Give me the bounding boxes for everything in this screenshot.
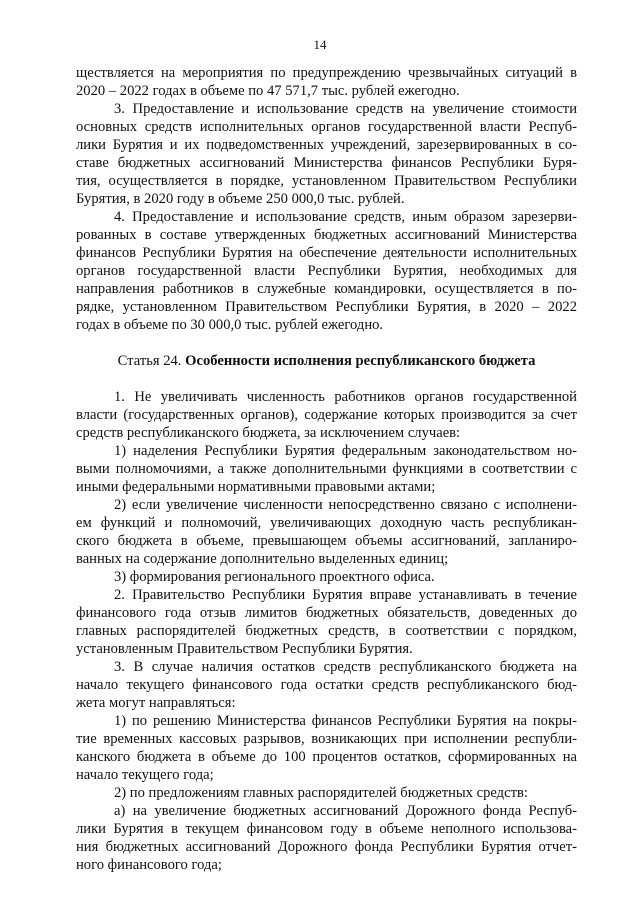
- text-line: 2) если увеличение численности непосредственно связано с исполнени-: [114, 497, 577, 513]
- text-line: ванных на содержание дополнительно выделенных единиц;: [76, 551, 449, 567]
- text-line: 1) по решению Министерства финансов Республики Бурятия на покры-: [114, 713, 577, 729]
- paragraph-block-before-article: [76, 64, 577, 334]
- page-number: 14: [313, 37, 327, 52]
- text-line: главных распорядителей бюджетных средств, в соответствии с порядком,: [76, 623, 577, 639]
- text-line: 3. В случае наличия остатков средств республиканского бюджета на: [114, 659, 577, 675]
- text-line: финансов Республики Бурятия на обеспечение деятельности исполнительных: [76, 245, 577, 261]
- text-line: основных средств исполнительных органов государственной власти Респуб-: [76, 119, 577, 135]
- text-line: рованных в составе утвержденных бюджетных ассигнований Министерства: [76, 227, 577, 243]
- text-line: Бурятия, в 2020 году в объеме 250 000,0 тыс. рублей.: [76, 191, 405, 207]
- text-line: годах в объеме по 30 000,0 тыс. рублей ежегодно.: [76, 317, 384, 333]
- text-line: выми полномочиями, а также дополнительными функциями в соответствии с: [76, 461, 577, 477]
- text-line: ставе бюджетных ассигнований Министерства финансов Республики Буря-: [76, 155, 577, 171]
- text-line: рядке, установленном Правительством Республики Бурятия, в 2020 – 2022: [76, 299, 577, 315]
- text-line: 2. Правительство Республики Бурятия вправе устанавливать в течение: [114, 587, 577, 603]
- text-line: 4. Предоставление и использование средств, иным образом зарезерви-: [114, 209, 577, 225]
- text-line: 1) наделения Республики Бурятия федеральным законодательством но-: [114, 443, 577, 459]
- paragraph-block-article-24: [76, 388, 577, 874]
- text-line: органов государственной власти Республики Бурятия, необходимых для: [76, 263, 577, 279]
- text-line: ного финансового года;: [76, 857, 222, 873]
- text-line: жета могут направляться:: [76, 695, 236, 711]
- text-line: установленным Правительством Республики Бурятия.: [76, 641, 413, 657]
- text-line: иными федеральными нормативными правовыми актами;: [76, 479, 436, 495]
- text-line: 3. Предоставление и использование средств на увеличение стоимости: [114, 101, 577, 117]
- text-line: лики Бурятия и их подведомственных учреждений, зарезервированных в со-: [76, 137, 577, 153]
- text-line: власти (государственных органов), содержание которых производится за счет: [76, 407, 577, 423]
- text-line: ского бюджета в объеме, превышающем объемы ассигнований, запланиро-: [76, 533, 577, 549]
- text-line: а) на увеличение бюджетных ассигнований Дорожного фонда Респуб-: [114, 803, 577, 819]
- text-line: лики Бурятия в текущем финансовом году в объеме неполного использова-: [76, 821, 577, 837]
- text-line: канского бюджета в объеме до 100 процентов остатков, сформированных на: [76, 749, 577, 765]
- text-line: 1. Не увеличивать численность работников органов государственной: [114, 389, 577, 405]
- text-line: 2020 – 2022 годах в объеме по 47 571,7 тыс. рублей ежегодно.: [76, 83, 460, 99]
- article-heading: [76, 352, 577, 370]
- text-line: финансового года отзыв лимитов бюджетных обязательств, доведенных до: [76, 605, 577, 621]
- text-line: ем функций и полномочий, увеличивающих доходную часть республикан-: [76, 515, 577, 531]
- text-line: направления работников в служебные командировки, осуществляется в по-: [76, 281, 577, 297]
- spacer: [76, 370, 577, 388]
- text-line: начало текущего финансового года остатки средств республиканского бюд-: [76, 677, 577, 693]
- text-line: тие временных кассовых разрывов, возникающих при исполнении республи-: [76, 731, 577, 747]
- text-line: ществляется на мероприятия по предупреждению чрезвычайных ситуаций в: [76, 65, 577, 81]
- text-line: 2) по предложениям главных распорядителей бюджетных средств:: [114, 785, 528, 801]
- text-line: начало текущего года;: [76, 767, 214, 783]
- text-line: средств республиканского бюджета, за исключением случаев:: [76, 425, 461, 441]
- text-line: тия, осуществляется в порядке, установленном Правительством Республики: [76, 173, 577, 189]
- text-line: ния бюджетных ассигнований Дорожного фонда Республики Бурятия отчет-: [76, 839, 577, 855]
- article-title: Особенности исполнения республиканского бюджета: [185, 353, 536, 369]
- article-number: Статья 24.: [117, 353, 182, 369]
- text-line: 3) формирования регионального проектного офиса.: [114, 569, 435, 585]
- document-body: [76, 64, 577, 874]
- spacer: [76, 334, 577, 352]
